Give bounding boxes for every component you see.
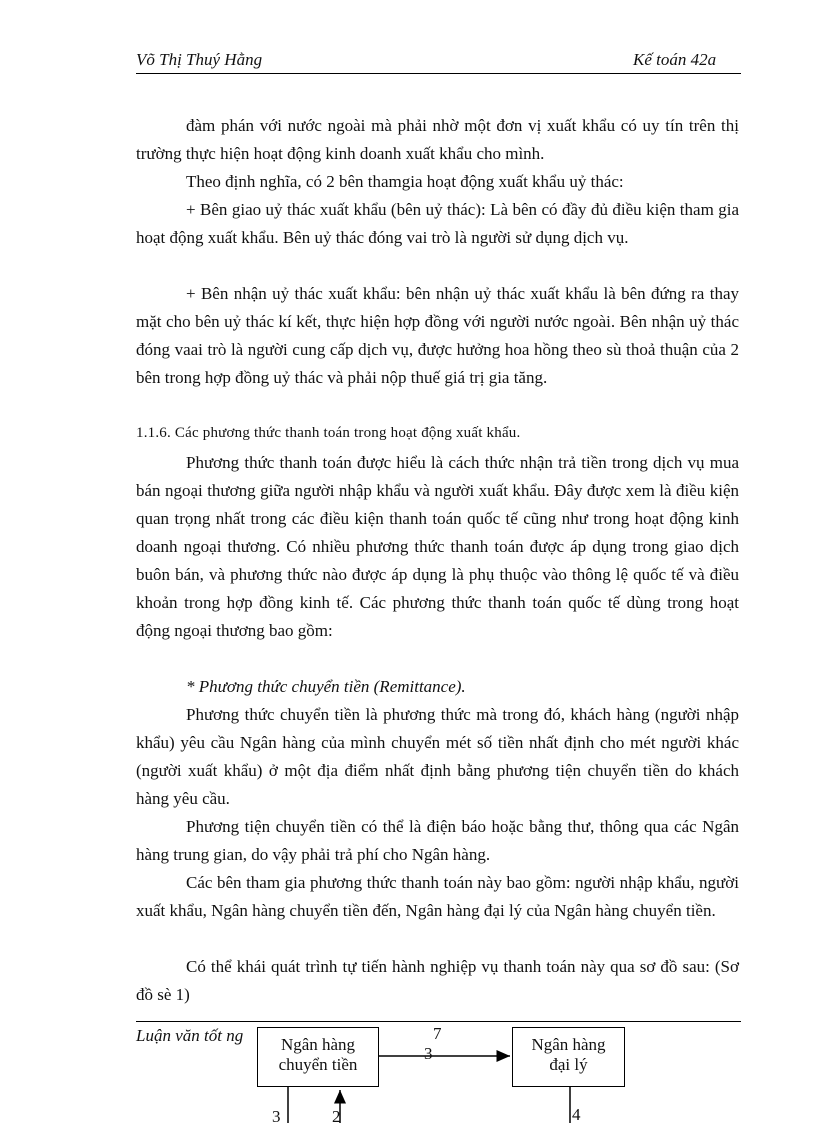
paragraph: Phương thức chuyển tiền là phương thức mà trong đó, khách hàng (người nhập khẩu) yêu cầu Ngân hàng của mình chuyển mét số tiền nhất định cho mét người khác (người xuất khẩu) ở một địa điểm nhất định bằng phương tiện chuyển tiền do khách hàng yêu cầu. — [136, 705, 739, 808]
step-number: 3 — [424, 1044, 433, 1063]
paragraph: Các bên tham gia phương thức thanh toán này bao gồm: người nhập khẩu, người xuất khẩu, Ngân hàng chuyển tiền đến, Ngân hàng đại lý của Ngân hàng chuyển tiền. — [136, 873, 739, 920]
footer-text: Luận văn tốt ng — [136, 1026, 244, 1045]
box-label: Ngân hàng — [280, 1035, 356, 1054]
diagram-box-agent-bank — [512, 1027, 625, 1087]
section-heading: 1.1.6. Các phương thức thanh toán trong hoạt động xuất khẩu. — [136, 425, 521, 441]
paragraph: đàm phán với nước ngoài mà phải nhờ một đơn vị xuất khẩu có uy tín trên thị trường thực hiện hoạt động kinh doanh xuất khẩu cho mình. — [136, 116, 739, 163]
paragraph: + Bên nhận uỷ thác xuất khẩu: bên nhận uỷ thác xuất khẩu là bên đứng ra thay mặt cho bên uỷ thác kí kết, thực hiện hợp đồng với người nước ngoài. Bên nhận uỷ thác đóng vaai trò là người cung cấp dịch vụ, được hưởng hoa hồng theo sù thoả thuận của 2 bên trong hợp đồng uỷ thác và phải nộp thuế giá trị gia tăng. — [136, 284, 739, 387]
paragraph: Theo định nghĩa, có 2 bên thamgia hoạt động xuất khẩu uỷ thác: — [186, 172, 624, 191]
step-number: 7 — [433, 1024, 442, 1043]
subheading: * Phương thức chuyển tiền (Remittance). — [186, 677, 466, 696]
step-number: 2 — [332, 1107, 341, 1126]
paragraph: Phương tiện chuyển tiền có thể là điện báo hoặc bằng thư, thông qua các Ngân hàng trung gian, do vậy phải trả phí cho Ngân hàng. — [136, 817, 739, 864]
header-class: Kế toán 42a — [633, 50, 717, 69]
step-number: 3 — [272, 1107, 281, 1126]
paragraph: + Bên giao uỷ thác xuất khẩu (bên uỷ thác): Là bên có đầy đủ điều kiện tham gia hoạt động xuất khẩu. Bên uỷ thác đóng vai trò là người sử dụng dịch vụ. — [136, 200, 739, 247]
box-label: Ngân hàng — [531, 1035, 606, 1054]
step-number: 4 — [572, 1105, 581, 1124]
header-author: Võ Thị Thuý Hằng — [136, 50, 263, 69]
box-label: chuyển tiền — [278, 1055, 358, 1074]
diagram-box-remitting-bank — [257, 1027, 379, 1087]
paragraph: Phương thức thanh toán được hiểu là cách thức nhận trả tiền trong dịch vụ mua bán ngoại thương giữa người nhập khẩu và người xuất khẩu. Đây được xem là điều kiện quan trọng nhất trong các điều kiện thanh toán quốc tế cũng như trong hoạt động kinh doanh ngoại thương. Có nhiều phương thức thanh toán được áp dụng trong giao dịch buôn bán, và phương thức nào được áp dụng là phụ thuộc vào thông lệ quốc tế và điều khoản trong hợp đồng kinh tế. Các phương thức thanh toán quốc tế dùng trong hoạt động ngoại thương bao gồm: — [136, 453, 739, 640]
paragraph: Có thể khái quát trình tự tiến hành nghiệp vụ thanh toán này qua sơ đồ sau: (Sơ đồ sè 1) — [136, 957, 739, 1004]
box-label: đại lý — [549, 1055, 588, 1074]
